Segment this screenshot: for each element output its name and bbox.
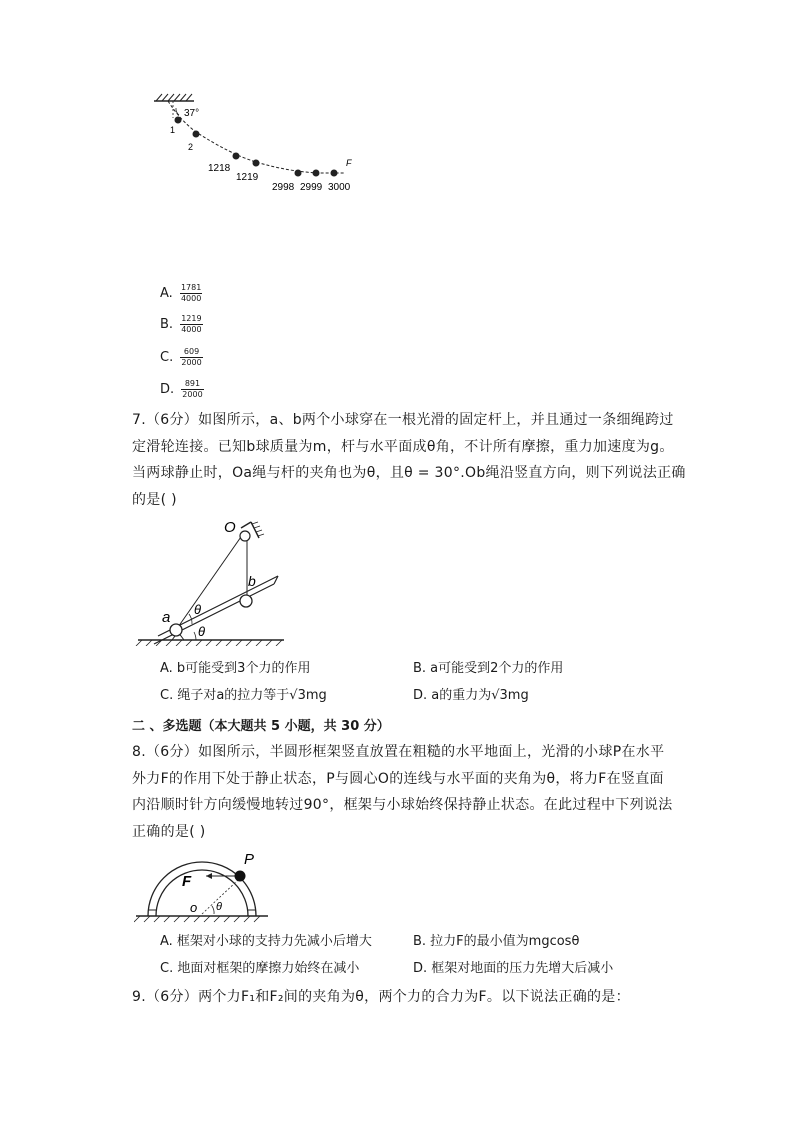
label-O: O [224, 519, 236, 536]
label-1: 1 [170, 125, 176, 135]
force-label: F [346, 158, 352, 168]
label-theta-2: θ [198, 624, 206, 639]
q8-choice-d[interactable]: D. 框架对地面的压力先增大后减小 [413, 961, 614, 976]
q7-choice-c[interactable]: C. 绳子对a的拉力等于√3mg [160, 688, 327, 703]
q6-option-b[interactable] [160, 314, 203, 335]
label-P: P [244, 851, 255, 868]
q7-line-2: 定滑轮连接。已知b球质量为m，杆与水平面成θ角，不计所有摩擦，重力加速度为g。 [132, 439, 674, 455]
q7-choice-d[interactable]: D. a的重力为√3mg [413, 688, 529, 703]
angle-label: 37° [184, 108, 200, 119]
q6-option-c[interactable] [160, 347, 203, 368]
ball-P [235, 871, 246, 882]
label-3000: 3000 [328, 182, 351, 193]
label-2999: 2999 [300, 182, 323, 193]
ball-1219 [253, 160, 260, 167]
q7-choice-a[interactable]: A. b可能受到3个力的作用 [160, 661, 311, 676]
q8-choice-b[interactable]: B. 拉力F的最小值为mgcosθ [413, 934, 580, 949]
ball-3000 [331, 170, 338, 177]
option-letter: C. [160, 350, 174, 365]
fraction: $\frac{609}{2000}$ [181, 347, 202, 367]
ball-1218 [233, 153, 240, 160]
rod-pulley-figure [134, 516, 304, 646]
q7-line-3: 当两球静止时，Oa绳与杆的夹角也为θ，且θ = 30°.Ob绳沿竖直方向，则下列说法正确 [132, 465, 686, 481]
chain-figure [140, 92, 380, 202]
fraction: $\frac{1781}{4000}$ [180, 283, 202, 303]
q7-line-1: 7.（6分）如图所示，a、b两个小球穿在一根光滑的固定杆上，并且通过一条细绳跨过 [132, 412, 674, 428]
label-b: b [248, 573, 256, 589]
q7-line-4: 的是( ) [132, 492, 177, 508]
q8-line-4: 正确的是( ) [132, 824, 206, 840]
label-2: 2 [188, 142, 194, 152]
ball-2998 [295, 170, 302, 177]
ball-1 [175, 117, 182, 124]
q7-choice-b[interactable]: B. a可能受到2个力的作用 [413, 661, 564, 676]
ball-2 [193, 131, 200, 138]
ball-a [170, 624, 182, 636]
q8-line-1: 8.（6分）如图所示，半圆形框架竖直放置在粗糙的水平地面上，光滑的小球P在水平 [132, 744, 665, 760]
label-theta-1: θ [194, 602, 202, 617]
option-letter: D. [160, 382, 175, 397]
section-header-multiple-choice: 二 、多选题（本大题共 5 小题，共 30 分） [132, 719, 390, 734]
label-a: a [162, 609, 171, 626]
label-F: F [182, 873, 192, 890]
option-letter: B. [160, 317, 174, 332]
label-theta: θ [216, 901, 222, 913]
q8-choice-a[interactable]: A. 框架对小球的支持力先减小后增大 [160, 934, 372, 949]
label-1219: 1219 [236, 172, 259, 183]
label-2998: 2998 [272, 182, 295, 193]
q8-choice-c[interactable]: C. 地面对框架的摩擦力始终在减小 [160, 961, 360, 976]
semicircle-frame-figure [134, 848, 274, 928]
label-O: o [190, 900, 198, 915]
fraction: $\frac{891}{2000}$ [182, 379, 203, 399]
q6-option-d[interactable] [160, 379, 204, 400]
option-letter: A. [160, 286, 173, 301]
q8-line-2: 外力F的作用下处于静止状态，P与圆心O的连线与水平面的夹角为θ，将力F在竖直面 [132, 771, 664, 787]
ball-b [240, 595, 252, 607]
pulley [240, 531, 250, 541]
label-1218: 1218 [208, 163, 231, 174]
fraction: $\frac{1219}{4000}$ [181, 314, 202, 334]
q8-line-3: 内沿顺时针方向缓慢地转过90°，框架与小球始终保持静止状态。在此过程中下列说法 [132, 797, 673, 813]
q9-line-1: 9.（6分）两个力F₁和F₂间的夹角为θ，两个力的合力为F。以下说法正确的是： [132, 989, 630, 1005]
q6-option-a[interactable] [160, 283, 202, 304]
ball-2999 [313, 170, 320, 177]
